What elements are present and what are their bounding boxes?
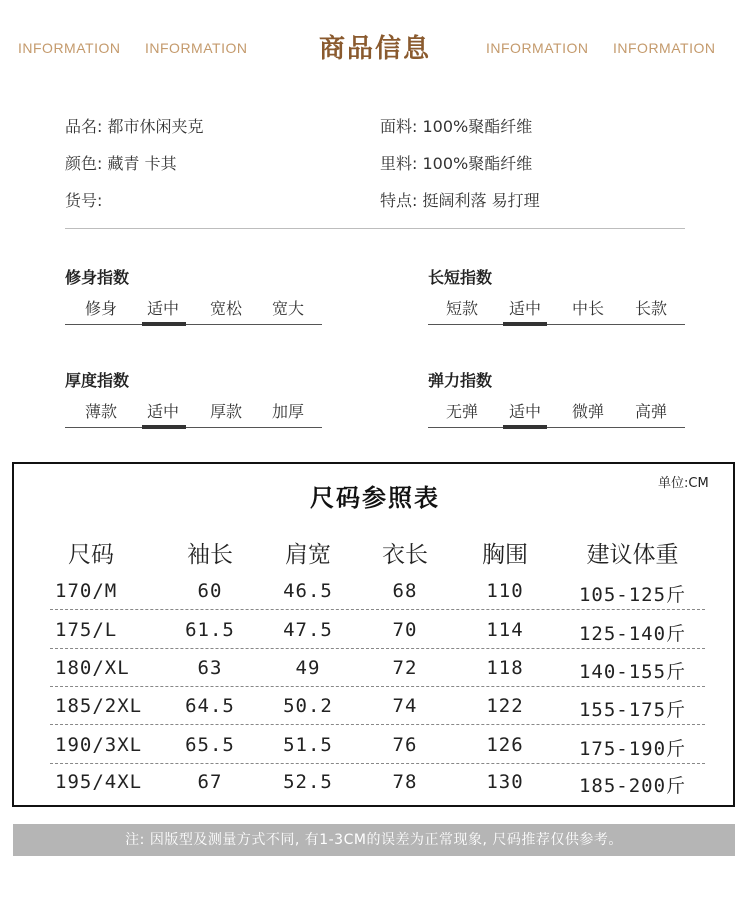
index-selected-marker [142,322,186,326]
index-option: 厚款 [209,402,242,421]
product-color: 颜色: 藏青 卡其 [65,154,177,173]
index-option: 适中 [508,402,541,421]
table-cell: 155-175斤 [578,699,687,721]
table-cell: 78 [392,771,418,793]
disclaimer-note: 注: 因版型及测量方式不同, 有1-3CM的误差为正常现象, 尺码推荐仅供参考。 [13,824,735,856]
index-title-length: 长短指数 [428,268,493,287]
index-track [428,324,685,325]
index-option: 无弹 [445,402,478,421]
header-info-label: INFORMATION [613,40,716,56]
table-cell: 61.5 [185,619,235,641]
product-fabric: 面料: 100%聚酯纤维 [380,117,533,136]
row-divider [50,724,705,725]
index-option: 高弹 [634,402,667,421]
table-cell: 70 [392,619,418,641]
index-title-fit: 修身指数 [65,268,130,287]
index-track [428,427,685,428]
table-cell: 122 [486,695,524,717]
row-divider [50,686,705,687]
row-divider [50,763,705,764]
table-cell: 76 [392,734,418,756]
divider [65,228,685,229]
index-option: 薄款 [84,402,117,421]
index-selected-marker [503,322,547,326]
index-selected-marker [142,425,186,429]
table-cell: 52.5 [283,771,333,793]
table-cell: 175/L [55,619,118,641]
table-cell: 118 [486,657,524,679]
index-title-elasticity: 弹力指数 [428,371,493,390]
index-option: 微弹 [571,402,604,421]
table-cell: 63 [197,657,223,679]
table-cell: 125-140斤 [578,623,687,645]
column-header: 尺码 [68,542,114,568]
product-name: 品名: 都市休闲夹克 [65,117,204,136]
table-cell: 65.5 [185,734,235,756]
index-selected-marker [503,425,547,429]
table-cell: 46.5 [283,580,333,602]
table-cell: 185-200斤 [578,775,687,797]
table-cell: 49 [295,657,321,679]
table-cell: 47.5 [283,619,333,641]
table-cell: 190/3XL [55,734,143,756]
table-cell: 195/4XL [55,771,143,793]
index-track [65,427,322,428]
table-cell: 140-155斤 [578,661,687,683]
index-option: 加厚 [271,402,304,421]
table-cell: 68 [392,580,418,602]
table-cell: 50.2 [283,695,333,717]
table-cell: 180/XL [55,657,130,679]
index-track [65,324,322,325]
section-title: 商品信息 [318,34,431,64]
table-cell: 67 [197,771,223,793]
index-option: 修身 [84,299,117,318]
index-option: 适中 [508,299,541,318]
table-cell: 130 [486,771,524,793]
table-cell: 185/2XL [55,695,143,717]
table-cell: 74 [392,695,418,717]
index-option: 短款 [445,299,478,318]
table-cell: 110 [486,580,524,602]
table-cell: 72 [392,657,418,679]
table-cell: 175-190斤 [578,738,687,760]
product-sku: 货号: [65,191,103,210]
product-feature: 特点: 挺阔利落 易打理 [380,191,540,210]
header-info-label: INFORMATION [145,40,248,56]
size-table-title: 尺码参照表 [310,484,440,512]
table-cell: 64.5 [185,695,235,717]
product-lining: 里料: 100%聚酯纤维 [380,154,533,173]
table-cell: 126 [486,734,524,756]
column-header: 肩宽 [285,542,331,568]
header-info-label: INFORMATION [18,40,121,56]
row-divider [50,609,705,610]
table-cell: 51.5 [283,734,333,756]
index-option: 宽松 [209,299,242,318]
column-header: 衣长 [382,542,428,568]
unit-label: 单位:CM [658,476,709,491]
column-header: 胸围 [482,542,528,568]
index-option: 适中 [146,299,179,318]
index-option: 适中 [146,402,179,421]
column-header: 建议体重 [586,542,679,568]
index-option: 宽大 [271,299,304,318]
table-cell: 105-125斤 [578,584,687,606]
header-info-label: INFORMATION [486,40,589,56]
table-cell: 170/M [55,580,118,602]
index-title-thickness: 厚度指数 [65,371,130,390]
index-option: 长款 [634,299,667,318]
index-option: 中长 [571,299,604,318]
table-cell: 114 [486,619,524,641]
column-header: 袖长 [187,542,233,568]
table-cell: 60 [197,580,223,602]
row-divider [50,648,705,649]
